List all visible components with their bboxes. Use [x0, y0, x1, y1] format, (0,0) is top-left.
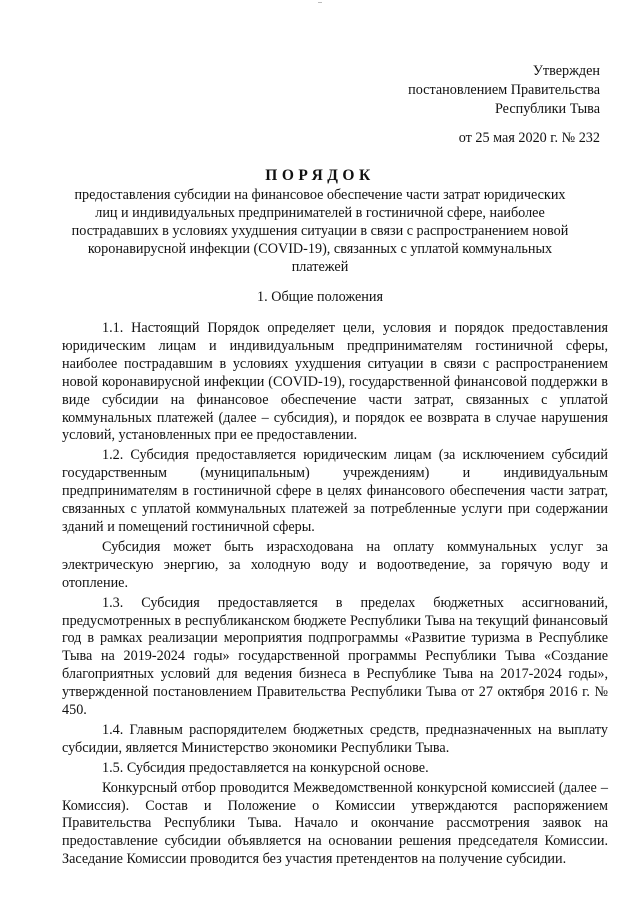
approval-stamp — [370, 62, 600, 148]
section-heading: 1. Общие положения — [257, 289, 383, 305]
approval-line-2: постановлением Правительства — [408, 82, 600, 98]
paragraph-1-5: 1.5. Субсидия предоставляется на конкурсной основе. — [102, 759, 429, 776]
scan-artifact — [318, 2, 322, 3]
approval-line-3: Республики Тыва — [494, 101, 600, 117]
approval-line-1: Утвержден — [532, 63, 600, 79]
paragraph-1-3: 1.3. Субсидия предоставляется в пределах бюджетных ассигнований, предусмотренных в республиканском бюджете Республики Тыва на текущий финансовый год в рамках реализации мероприятия подпрограммы «Развитие туризма в Республике Тыва на 2019-2024 годы» государственной программы Республики Тыва «Создание благоприятных условий для ведения бизнеса в Республике Тыва на 2017-2024 годы», утвержденной постановлением Правительства Республики Тыва от 27 октября 2016 г. № 450. — [62, 594, 608, 719]
paragraph-1-1: 1.1. Настоящий Порядок определяет цели, условия и порядок предоставления юридическим лицам и индивидуальным предпринимателям гостиничной сферы, наиболее пострадавшим в условиях ухудшения ситуации в связи с распространением новой коронавирусной инфекции (COVID-19), государственной финансовой поддержки в виде субсидии на финансовое обеспечение части затрат, связанных с уплатой коммунальных платежей (далее – субсидия), и порядок ее возврата в случае нарушения условий, установленных при ее предоставлении. — [62, 320, 608, 444]
paragraph-1-2: 1.2. Субсидия предоставляется юридическим лицам (за исключением субсидий государственным (муниципальным) учреждениям) и индивидуальным предпринимателям в гостиничной сфере в целях финансового обеспечения части затрат, связанных с уплатой коммунальных платежей за потребленные услуги при содержании зданий и помещений гостиничной сферы. — [62, 447, 608, 535]
paragraph-commission: Конкурсный отбор проводится Межведомственной конкурсной комиссией (далее – Комиссия). Состав и Положение о Комиссии утверждаются распоряжением Правительства Республики Тыва. Начало и окончание рассмотрения заявок на предоставление субсидии объявляется на основании решения председателя Комиссии. Заседание Комиссии проводится без участия претендентов на получение субсидии. — [62, 779, 608, 868]
paragraph-1-4: 1.4. Главным распорядителем бюджетных средств, предназначенных на выплату субсидии, является Министерство экономики Республики Тыва. — [62, 721, 608, 756]
approval-date: от 25 мая 2020 г. № 232 — [458, 130, 600, 146]
paragraph-subsidy-usage: Субсидия может быть израсходована на оплату коммунальных услуг за электрическую энергию, за холодную воду и водоотведение, за горячую воду и отопление. — [62, 538, 608, 591]
document-subtitle: предоставления субсидии на финансовое обеспечение части затрат юридических лиц и индивидуальных предпринимателей в гостиничной сфере, наиболее пострадавших в условиях ухудшения ситуации в связи с распространением новой коронавирусной инфекции (COVID-19), связанных с уплатой коммунальных платежей — [71, 187, 569, 275]
document-title: ПОРЯДОК — [265, 167, 375, 184]
document-body — [62, 320, 608, 871]
